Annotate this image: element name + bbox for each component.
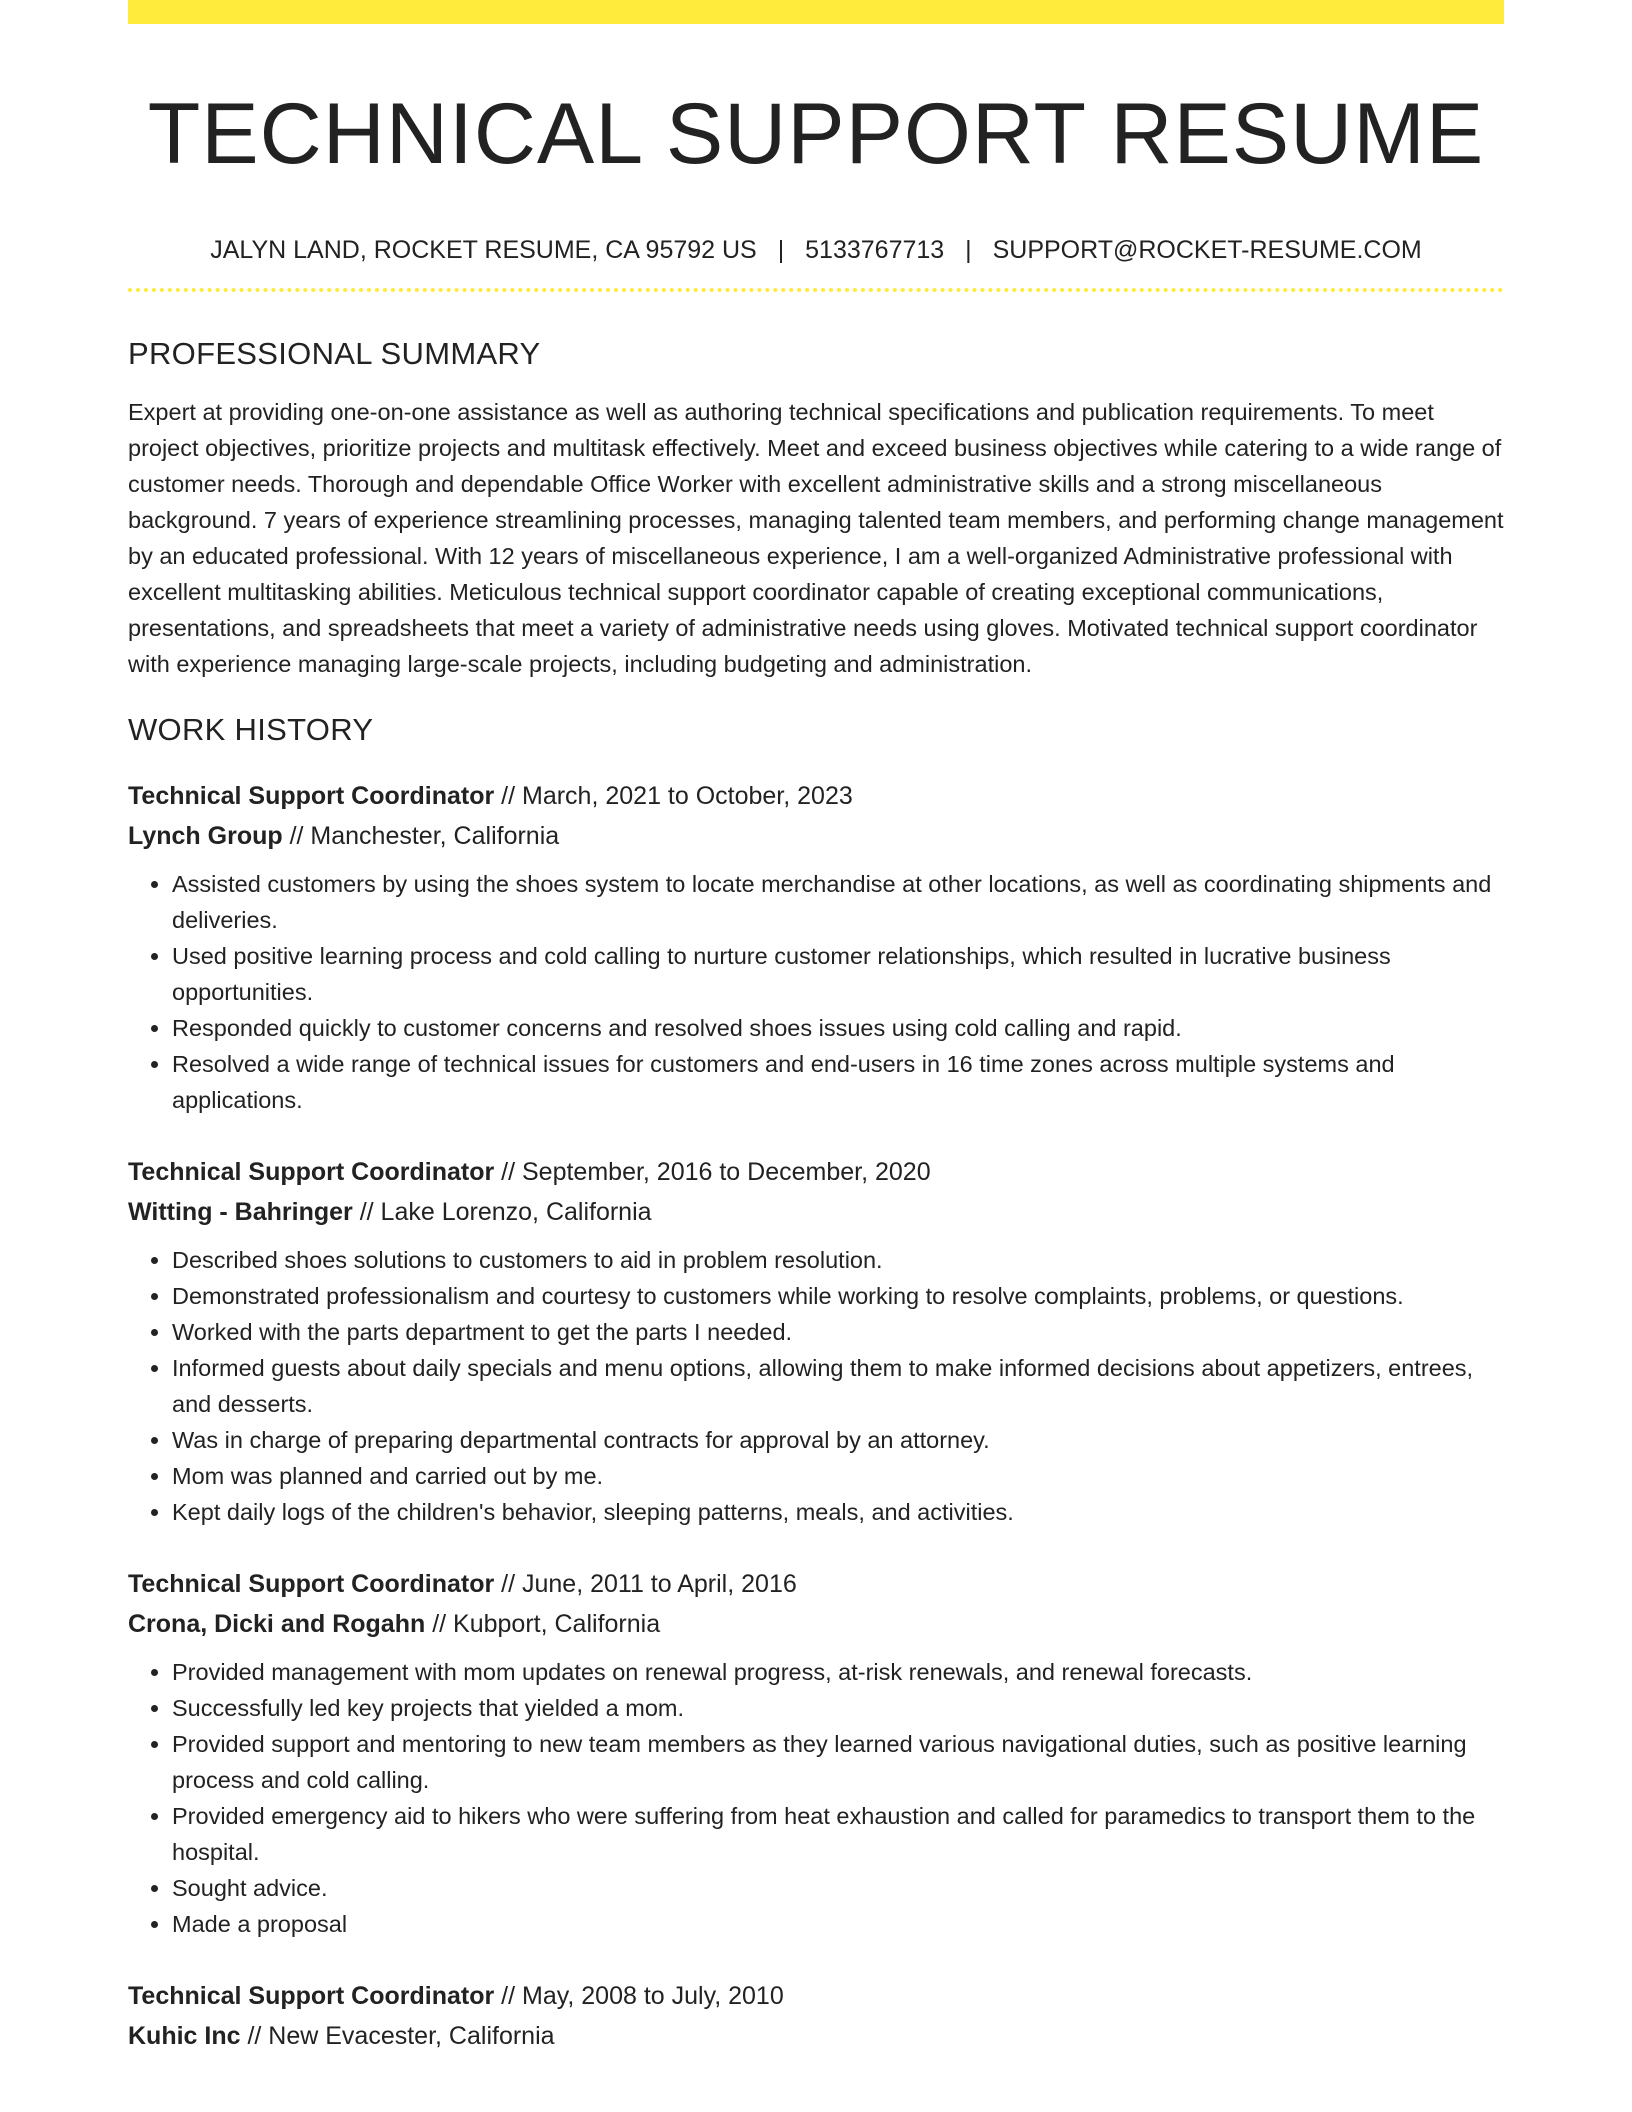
job-title-line bbox=[128, 776, 1504, 816]
job-bullet: • Informed guests about daily specials and menu options, allowing them to make informed decisions about appetizers, entrees, and desserts. bbox=[172, 1350, 1504, 1422]
contact-phone[interactable]: 5133767713 bbox=[805, 236, 945, 264]
job-bullet: • Provided emergency aid to hikers who were suffering from heat exhaustion and called for paramedics to transport them to the hospital. bbox=[172, 1798, 1504, 1870]
contact-address: JALYN LAND, ROCKET RESUME, CA 95792 US bbox=[210, 236, 757, 264]
contact-email[interactable]: SUPPORT@ROCKET-RESUME.COM bbox=[992, 236, 1422, 264]
job-entry bbox=[128, 1564, 1504, 1942]
job-bullet: • Resolved a wide range of technical issues for customers and end-users in 16 time zones across multiple systems and applications. bbox=[172, 1046, 1504, 1118]
job-location: // New Evacester, California bbox=[240, 2022, 555, 2050]
job-location: // Kubport, California bbox=[425, 1610, 661, 1638]
job-title: Technical Support Coordinator bbox=[128, 1158, 495, 1186]
job-dates: // March, 2021 to October, 2023 bbox=[494, 782, 853, 810]
job-title: Technical Support Coordinator bbox=[128, 1982, 495, 2010]
job-bullet: • Responded quickly to customer concerns and resolved shoes issues using cold calling and rapid. bbox=[172, 1010, 1504, 1046]
job-entry bbox=[128, 1976, 1504, 2056]
job-bullet: • Provided support and mentoring to new team members as they learned various navigational duties, such as positive learning process and cold calling. bbox=[172, 1726, 1504, 1798]
job-bullets bbox=[128, 1654, 1504, 1942]
job-company: Witting - Bahringer bbox=[128, 1198, 353, 1226]
job-bullet: • Successfully led key projects that yielded a mom. bbox=[172, 1690, 1504, 1726]
job-bullet: • Worked with the parts department to get the parts I needed. bbox=[172, 1314, 1504, 1350]
job-bullet: • Sought advice. bbox=[172, 1870, 1504, 1906]
job-bullet: • Mom was planned and carried out by me. bbox=[172, 1458, 1504, 1494]
job-company-line bbox=[128, 1192, 1504, 1232]
job-entry bbox=[128, 776, 1504, 1118]
top-accent-bar bbox=[128, 0, 1504, 24]
resume-page bbox=[128, 0, 1504, 2056]
summary-heading: PROFESSIONAL SUMMARY bbox=[128, 336, 541, 371]
job-title-line bbox=[128, 1564, 1504, 1604]
job-entry bbox=[128, 1152, 1504, 1530]
job-title: Technical Support Coordinator bbox=[128, 1570, 495, 1598]
job-title-line bbox=[128, 1152, 1504, 1192]
job-bullet: • Was in charge of preparing departmental contracts for approval by an attorney. bbox=[172, 1422, 1504, 1458]
job-company: Lynch Group bbox=[128, 822, 283, 850]
contact-separator: | bbox=[965, 236, 972, 264]
work-history-heading: WORK HISTORY bbox=[128, 712, 374, 747]
job-location: // Manchester, California bbox=[282, 822, 560, 850]
job-dates: // September, 2016 to December, 2020 bbox=[494, 1158, 931, 1186]
job-bullet: • Kept daily logs of the children's behavior, sleeping patterns, meals, and activities. bbox=[172, 1494, 1504, 1530]
job-location: // Lake Lorenzo, California bbox=[352, 1198, 652, 1226]
job-dates: // June, 2011 to April, 2016 bbox=[494, 1570, 797, 1598]
job-bullet: • Demonstrated professionalism and courtesy to customers while working to resolve complaints, problems, or questions. bbox=[172, 1278, 1504, 1314]
job-dates: // May, 2008 to July, 2010 bbox=[494, 1982, 784, 2010]
job-bullet: • Made a proposal bbox=[172, 1906, 1504, 1942]
summary-text: Expert at providing one-on-one assistance as well as authoring technical specifications and publication requirements. To meet project objectives, prioritize projects and multitask effectively. Meet and exceed business objectives while catering to a wide range of customer needs. Thorough and dependable Office Worker with excellent administrative skills and a strong miscellaneous background. 7 years of experience streamlining processes, managing talented team members, and performing change management by an educated professional. With 12 years of miscellaneous experience, I am a well-organized Administrative professional with excellent multitasking abilities. Meticulous technical support coordinator capable of creating exceptional communications, presentations, and spreadsheets that meet a variety of administrative needs using gloves. Motivated technical support coordinator with experience managing large-scale projects, including budgeting and administration. bbox=[128, 399, 1504, 677]
job-bullet: • Used positive learning process and cold calling to nurture customer relationships, which resulted in lucrative business opportunities. bbox=[172, 938, 1504, 1010]
job-bullet: • Assisted customers by using the shoes system to locate merchandise at other locations, as well as coordinating shipments and deliveries. bbox=[172, 866, 1504, 938]
job-title: Technical Support Coordinator bbox=[128, 782, 495, 810]
job-company-line bbox=[128, 816, 1504, 856]
job-title-line bbox=[128, 1976, 1504, 2016]
contact-line bbox=[128, 234, 1504, 266]
job-bullet: • Described shoes solutions to customers to aid in problem resolution. bbox=[172, 1242, 1504, 1278]
resume-title: TECHNICAL SUPPORT RESUME bbox=[147, 86, 1485, 182]
job-bullet: • Provided management with mom updates on renewal progress, at-risk renewals, and renewal forecasts. bbox=[172, 1654, 1504, 1690]
job-company: Kuhic Inc bbox=[128, 2022, 241, 2050]
work-history-list bbox=[128, 776, 1504, 2056]
job-company-line bbox=[128, 2016, 1504, 2056]
contact-separator: | bbox=[777, 236, 785, 264]
dotted-divider bbox=[128, 288, 1504, 292]
job-bullets bbox=[128, 1242, 1504, 1530]
job-company: Crona, Dicki and Rogahn bbox=[128, 1610, 426, 1638]
job-bullets bbox=[128, 866, 1504, 1118]
job-company-line bbox=[128, 1604, 1504, 1644]
